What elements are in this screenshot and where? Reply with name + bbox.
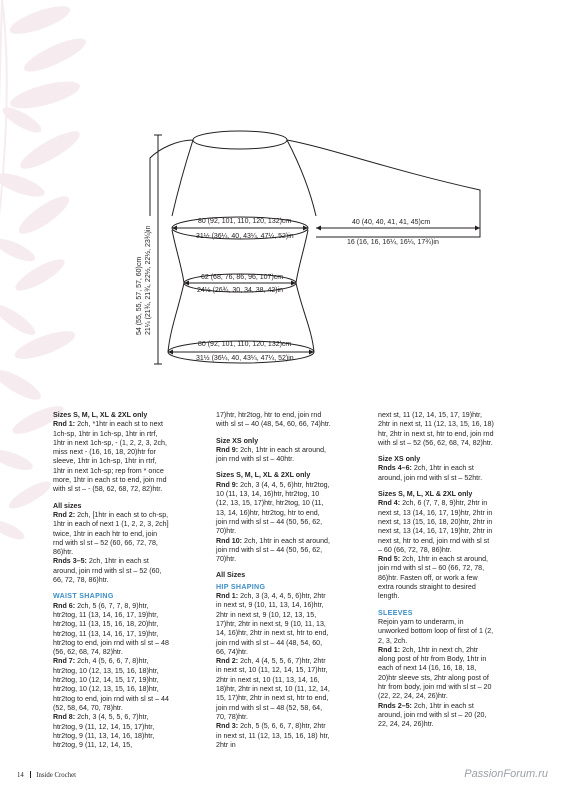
round-label: Rnds 4–6:	[378, 464, 412, 473]
footer-divider	[30, 771, 31, 778]
round-text: 2ch, 3 (4, 5, 5, 6, 7)htr, htr2tog, 9 (11, 12, 14, 15, 17)htr, htr2tog, 9 (11, 13, 14, 16, 18)htr, htr2tog, 9 (11, 12, 14, 15,	[53, 713, 155, 750]
round-label: Rnd 3:	[216, 722, 239, 731]
round-label: Rnd 9:	[216, 445, 239, 454]
length-label-in: 21¼ (21¾, 21¾, 22½, 22½, 23¾)in	[145, 225, 152, 335]
round-label: Rnd 1:	[378, 645, 401, 654]
round-text: 2ch, 1htr in each st around, join rnd with sl st – 52htr.	[378, 464, 483, 482]
round-text: 2ch, 1htr in each st around, join rnd with sl st – 20 (20, 22, 24, 24, 26)htr.	[378, 701, 487, 729]
round-label: Rnd 9:	[216, 480, 239, 489]
section-heading: All Sizes	[216, 571, 246, 580]
round-text: 2ch, [1htr in each st to ch-sp, 1htr in each of next 1 (1, 2, 2, 3, 2ch] twice, 1htr in each htr to end, join rnd with sl st – 52 (60, 66, 72, 78, 86)htr.	[53, 510, 169, 557]
round-label: Rnd 5:	[378, 555, 401, 564]
round-text: 2ch, 1htr in each st around, join rnd with sl st – 44 (50, 56, 62, 70)htr.	[216, 536, 330, 564]
waist-label-cm: 62 (68, 76, 86, 96, 107)cm	[201, 274, 284, 281]
round-text: 2ch, 4 (4, 5, 5, 6, 7)htr, 2htr in next st, 10 (11, 12, 14, 15, 17)htr, 2htr in next st, 10 (11, 13, 14, 16, 18)htr, 2htr in next st, 10 (11, 12, 14, 15, 17)htr, 2htr in next st, htr to end, join rnd with sl st – 48 (52, 58, 64, 70, 78)htr.	[216, 657, 330, 721]
shaping-heading: SLEEVES	[378, 608, 413, 617]
pattern-column-2	[216, 411, 332, 757]
length-label-cm: 54 (55, 55, 57, 57, 60)cm	[136, 256, 143, 335]
pattern-column-1	[53, 411, 169, 757]
round-label: Rnds 2–5:	[378, 701, 412, 710]
round-text: 2ch, 1htr in next ch, 2htr along post of htr from Body, 1htr in each of next 14 (16, 16, 18, 18, 20)htr sleeve sts, 2htr along post of htr from body, join rnd with sl st – 20 (22, 22, 24, 24, 26)htr.	[378, 645, 492, 701]
round-text: 2ch, 3 (4, 4, 5, 6)htr, htr2tog, 10 (11, 13, 14, 16)htr, htr2tog, 10 (12, 13, 15, 17)htr, htr2tog, 10 (11, 13, 14, 16)htr, htr2tog, htr to end, join rnd with sl st – 44 (50, 56, 62, 70)htr.	[216, 480, 330, 536]
round-text: 2ch, 5 (5, 6, 6, 7, 8)htr, 2htr in next st, 11 (12, 13, 15, 16, 18) htr, 2htr in	[216, 722, 330, 749]
round-label: Rnd 1:	[53, 420, 76, 429]
hip-label-in: 31½ (36¼, 40, 43¼, 47¼, 52)in	[196, 355, 294, 362]
hip-label-cm: 80 (92, 101, 110, 120, 132)cm	[198, 341, 292, 348]
round-label: Rnd 7:	[53, 657, 76, 666]
round-label: Rnd 6:	[53, 601, 76, 610]
sleeve-label-cm: 40 (40, 40, 41, 41, 45)cm	[352, 219, 431, 226]
bust-label-cm: 80 (92, 101, 110, 120, 132)cm	[198, 218, 292, 225]
round-text: 2ch, 3 (3, 4, 4, 5, 6)htr, 2htr in next st, 9 (10, 11, 13, 14, 16)htr, 2htr in next st, 9 (10, 12, 13, 15, 17)htr, 2htr in next st, 9 (10, 11, 13, 14, 16)htr, 2htr in next st, htr to end, join rnd with sl st – 44 (48, 54, 60, 66, 74)htr.	[216, 592, 329, 656]
round-text: 2ch, 5 (6, 7, 7, 8, 9)htr, htr2tog, 11 (13, 14, 16, 17, 19)htr, htr2tog, 11 (13, 15, 16, 18, 20)htr, htr2tog, 11 (13, 14, 16, 17, 19)htr, htr2tog to end, join rnd with sl st – 48 (56, 62, 68, 74, 82)htr.	[53, 601, 169, 657]
page-footer	[17, 771, 76, 779]
paragraph-text: Rejoin yarn to underarm, in unworked bottom loop of first of 1 (2, 2, 3, 2ch.	[378, 617, 494, 645]
bust-label-in: 31½ (36¼, 40, 43¼, 47¼, 52)in	[196, 233, 294, 240]
round-label: Rnd 2:	[216, 657, 239, 666]
round-text: next st, 11 (12, 14, 15, 17, 19)htr, 2htr in next st, 11 (12, 13, 15, 16, 18) htr, 2htr in next st, htr to end, join rnd with sl st – 52 (56, 62, 68, 74, 82)htr.	[378, 411, 494, 447]
section-heading: Sizes S, M, L, XL & 2XL only	[378, 490, 473, 499]
watermark: PassionForum.ru	[464, 768, 548, 780]
page-number: 14	[17, 772, 24, 779]
section-heading: Sizes S, M, L, XL & 2XL only	[53, 411, 148, 419]
round-text: 2ch, 4 (5, 6, 6, 7, 8)htr, htr2tog, 10 (12, 13, 15, 16, 18)htr, htr2tog, 10 (12, 14, 15, 17, 19)htr, htr2tog, 10 (12, 13, 15, 16, 18)htr, htr2tog to end, join rnd with sl st – 44 (52, 58, 64, 70, 78)htr.	[53, 657, 169, 712]
round-text: 2ch, 1htr in each st around, join rnd with sl st – 60 (66, 72, 78, 86)htr. Fasten off, or work a few extra rounds straight to desired length.	[378, 555, 489, 601]
section-heading: Sizes S, M, L, XL & 2XL only	[216, 471, 311, 480]
magazine-name: Inside Crochet	[36, 772, 77, 779]
round-text: 17)htr, htr2tog, htr to end, join rnd with sl st – 40 (48, 54, 60, 66, 74)htr.	[216, 411, 331, 429]
waist-label-in: 24½ (26¾, 30, 34, 38, 42)in	[197, 287, 284, 294]
round-label: Rnd 2:	[53, 510, 76, 519]
round-text: 2ch, 6 (7, 7, 8, 9)htr, 2htr in next st, 13 (14, 16, 17, 19)htr, 2htr in next st, 13 (15, 16, 18, 20)htr, 2htr in next st, 13 (14, 16, 17, 19)htr, 2htr in next st, htr to end, join rnd with sl st – 60 (66, 72, 78, 86)htr.	[378, 499, 493, 554]
pattern-column-3	[378, 411, 494, 737]
shaping-heading: HIP SHAPING	[216, 582, 266, 591]
section-heading: Size XS only	[216, 436, 259, 445]
section-heading: All sizes	[53, 501, 82, 510]
sleeve-label-in: 16 (16, 16, 16¼, 16¼, 17¾)in	[347, 239, 439, 246]
round-text: 2ch, 1htr in each st around, join rnd with sl st – 52 (60, 66, 72, 78, 86)htr.	[53, 557, 162, 585]
round-text: 2ch, 1htr in each st around, join rnd with sl st – 40htr.	[216, 445, 327, 464]
round-label: Rnd 4:	[378, 499, 401, 508]
round-label: Rnds 3–5:	[53, 557, 87, 566]
section-heading: Size XS only	[378, 455, 421, 464]
round-label: Rnd 10:	[216, 536, 243, 545]
shaping-heading: WAIST SHAPING	[53, 592, 114, 601]
round-text: 2ch, *1htr in each st to next 1ch-sp, 1htr in 1ch-sp, 1htr in rtrf, 1htr in next 1ch-sp, - (1, 2, 2, 3, 2ch, miss next - (16, 16, 18, 20)htr for sleeve, 1htr in 1ch-sp, 1htr in rtrf, 1htr in next 1ch-sp; rep from * once more, 1htr in each st to end, join rnd with sl st – - (58, 62, 68, 72, 82)htr.	[53, 420, 167, 494]
round-label: Rnd 8:	[53, 713, 76, 722]
round-label: Rnd 1:	[216, 592, 239, 601]
